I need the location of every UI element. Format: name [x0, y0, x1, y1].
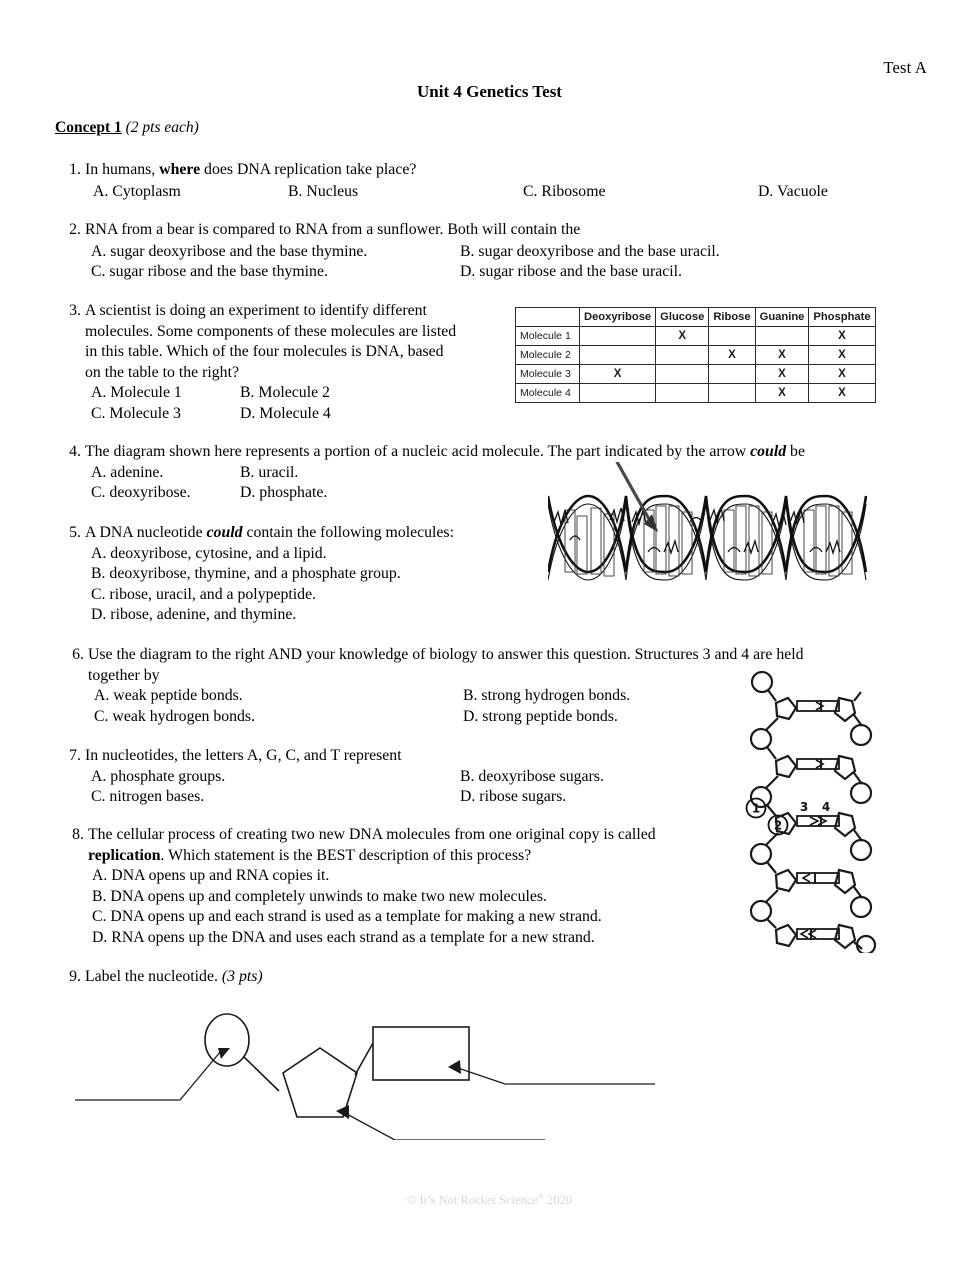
table-column-header: Deoxyribose	[580, 308, 656, 327]
question-stem-line: on the table to the right?	[85, 363, 239, 381]
table-cell: X	[580, 365, 656, 384]
choice-b[interactable]: B. Nucleus	[288, 182, 359, 200]
choice-b[interactable]: B. uracil.	[240, 463, 299, 481]
choice-list	[85, 182, 935, 203]
ladder-label-4: 4	[821, 800, 831, 814]
choice-c[interactable]: C. ribose, uracil, and a polypeptide.	[91, 585, 317, 603]
choice-d[interactable]: D. phosphate.	[240, 484, 328, 501]
choice-b[interactable]: B. deoxyribose sugars.	[460, 767, 604, 785]
choice-d[interactable]: D. sugar ribose and the base uracil.	[460, 263, 682, 280]
table-row-label: Molecule 1	[516, 327, 580, 346]
table-corner-cell	[516, 308, 580, 327]
choice-c[interactable]: C. sugar ribose and the base thymine.	[91, 263, 328, 280]
question-stem: The diagram shown here represents a portion of a nucleic acid molecule. The part indicated by the arrow could be	[85, 443, 805, 460]
choice-c[interactable]: C. weak hydrogen bonds.	[94, 707, 256, 725]
question-number: 5.	[69, 524, 81, 541]
table-cell: X	[709, 346, 755, 365]
choice-d[interactable]: D. ribose, adenine, and thymine.	[91, 606, 297, 623]
table-cell	[709, 365, 755, 384]
stem-emphasis: replication	[88, 846, 161, 864]
table-row	[516, 327, 876, 346]
table-column-header: Guanine	[755, 308, 809, 327]
table-row-label: Molecule 2	[516, 346, 580, 365]
table-column-header: Phosphate	[809, 308, 875, 327]
ladder-label-3: 3	[799, 800, 809, 814]
choice-b[interactable]: B. sugar deoxyribose and the base uracil.	[460, 242, 720, 260]
table-row	[516, 365, 876, 384]
table-header-row	[516, 308, 876, 327]
stem-emphasis: could	[206, 524, 243, 541]
table-row-label: Molecule 3	[516, 365, 580, 384]
choice-d[interactable]: D. ribose sugars.	[460, 788, 567, 805]
table-row-label: Molecule 4	[516, 384, 580, 403]
question-stem: In nucleotides, the letters A, G, C, and T represent	[85, 747, 402, 764]
choice-c[interactable]: C. Molecule 3	[91, 404, 181, 422]
choice-list	[85, 262, 935, 283]
choice-list	[85, 242, 935, 263]
question-stem: Label the nucleotide. (3 pts)	[85, 968, 263, 985]
label-line-base	[448, 1060, 655, 1084]
question-stem: The cellular process of creating two new DNA molecules from one original copy is called	[88, 826, 656, 843]
table-column-header: Ribose	[709, 308, 755, 327]
choice-d[interactable]: D. Vacuole	[758, 182, 828, 200]
table-cell	[709, 327, 755, 346]
table-cell	[709, 384, 755, 403]
table-cell: X	[809, 384, 875, 403]
choice-a[interactable]: A. Molecule 1	[91, 384, 182, 401]
ladder-label-1: 1	[751, 801, 761, 816]
stem-emphasis: could	[750, 443, 787, 460]
choice-a[interactable]: A. sugar deoxyribose and the base thymine.	[91, 242, 368, 260]
copyright-footer	[0, 1192, 979, 1208]
table-cell	[580, 384, 656, 403]
phosphate-circle-shape	[205, 1014, 249, 1066]
choice-d[interactable]: D. RNA opens up the DNA and uses each strand as a template for a new strand.	[92, 928, 595, 946]
choice-b[interactable]: B. DNA opens up and completely unwinds to make two new molecules.	[92, 887, 547, 905]
ladder-label-2: 2	[773, 818, 783, 833]
choice-a[interactable]: A. adenine.	[91, 463, 164, 481]
table-cell: X	[809, 346, 875, 365]
dna-ladder-figure	[742, 668, 878, 953]
choice-c[interactable]: C. DNA opens up and each strand is used as a template for making a new strand.	[92, 908, 602, 925]
choice-list	[85, 383, 535, 404]
concept-heading	[55, 119, 199, 137]
choice-c[interactable]: C. Ribosome	[523, 182, 606, 200]
choice-a[interactable]: A. deoxyribose, cytosine, and a lipid.	[91, 544, 327, 562]
question-stem-line: A scientist is doing an experiment to identify different	[85, 302, 427, 319]
table-cell	[580, 327, 656, 346]
choice-list	[85, 787, 795, 808]
table-cell: X	[809, 327, 875, 346]
dna-double-helix-figure	[548, 462, 868, 608]
choice-c[interactable]: C. deoxyribose.	[91, 484, 191, 501]
question-stem: In humans, where does DNA replication take place?	[85, 161, 417, 178]
test-version-label: Test A	[883, 58, 927, 77]
registered-mark: ®	[537, 1192, 544, 1201]
question-stem-line2: replication. Which statement is the BEST description of this process?	[88, 846, 532, 864]
table-row	[516, 346, 876, 365]
stem-emphasis: where	[159, 161, 201, 178]
question-number: 3.	[69, 302, 81, 319]
label-line-sugar	[336, 1105, 545, 1140]
choice-a[interactable]: A. Cytoplasm	[93, 182, 181, 200]
table-cell	[656, 384, 709, 403]
dna-helix-svg	[548, 462, 868, 608]
table-cell: X	[656, 327, 709, 346]
choice-b[interactable]: B. strong hydrogen bonds.	[463, 687, 631, 704]
choice-a[interactable]: A. phosphate groups.	[91, 767, 226, 785]
question-number: 6.	[72, 646, 84, 663]
question-number: 1.	[69, 161, 81, 178]
choice-d[interactable]: D. Molecule 4	[240, 404, 331, 422]
table-cell	[580, 346, 656, 365]
question-stem: A DNA nucleotide could contain the following molecules:	[85, 524, 454, 541]
nucleotide-label-diagram	[55, 995, 675, 1140]
question-stem-line: molecules. Some components of these molecules are listed	[85, 322, 457, 340]
question-number: 4.	[69, 443, 81, 460]
table-cell: X	[755, 384, 809, 403]
question-number: 2.	[69, 221, 81, 238]
question-stem-line: Use the diagram to the right AND your knowledge of biology to answer this question. Structures 3 and 4 are held	[88, 646, 804, 663]
table-cell: X	[755, 365, 809, 384]
table-cell	[656, 365, 709, 384]
choice-c[interactable]: C. nitrogen bases.	[91, 788, 205, 805]
choice-a[interactable]: A. DNA opens up and RNA copies it.	[92, 867, 330, 884]
table-cell	[755, 327, 809, 346]
base-rectangle-shape	[373, 1027, 469, 1080]
choice-b[interactable]: B. Molecule 2	[240, 384, 330, 401]
choice-list	[85, 404, 535, 425]
choice-d[interactable]: D. strong peptide bonds.	[463, 707, 618, 725]
table-column-header: Glucose	[656, 308, 709, 327]
page-title: Unit 4 Genetics Test	[417, 82, 562, 101]
footer-year: 2020	[543, 1193, 573, 1208]
question-stem-line: in this table. Which of the four molecules is DNA, based	[85, 343, 444, 360]
question-number: 7.	[69, 747, 81, 764]
label-line-phosphate	[75, 1048, 230, 1100]
table-row	[516, 384, 876, 403]
question-number: 8.	[72, 826, 84, 843]
question-stem: RNA from a bear is compared to RNA from a sunflower. Both will contain the	[85, 221, 581, 238]
question-points: (3 pts)	[221, 968, 263, 985]
choice-list	[85, 767, 795, 788]
choice-a[interactable]: A. weak peptide bonds.	[94, 687, 243, 704]
table-cell: X	[755, 346, 809, 365]
concept-points: (2 pts each)	[125, 119, 199, 136]
dna-ladder-svg	[742, 668, 878, 953]
choice-b[interactable]: B. deoxyribose, thymine, and a phosphate group.	[91, 565, 401, 582]
footer-text: © It’s Not Rocket Science	[406, 1193, 538, 1208]
molecule-components-table	[515, 307, 876, 403]
question-number: 9.	[69, 968, 81, 985]
table-cell	[656, 346, 709, 365]
concept-label: Concept 1	[55, 119, 122, 136]
nucleotide-diagram-svg	[55, 995, 675, 1140]
question-stem-line: together by	[88, 666, 160, 684]
table-cell: X	[809, 365, 875, 384]
